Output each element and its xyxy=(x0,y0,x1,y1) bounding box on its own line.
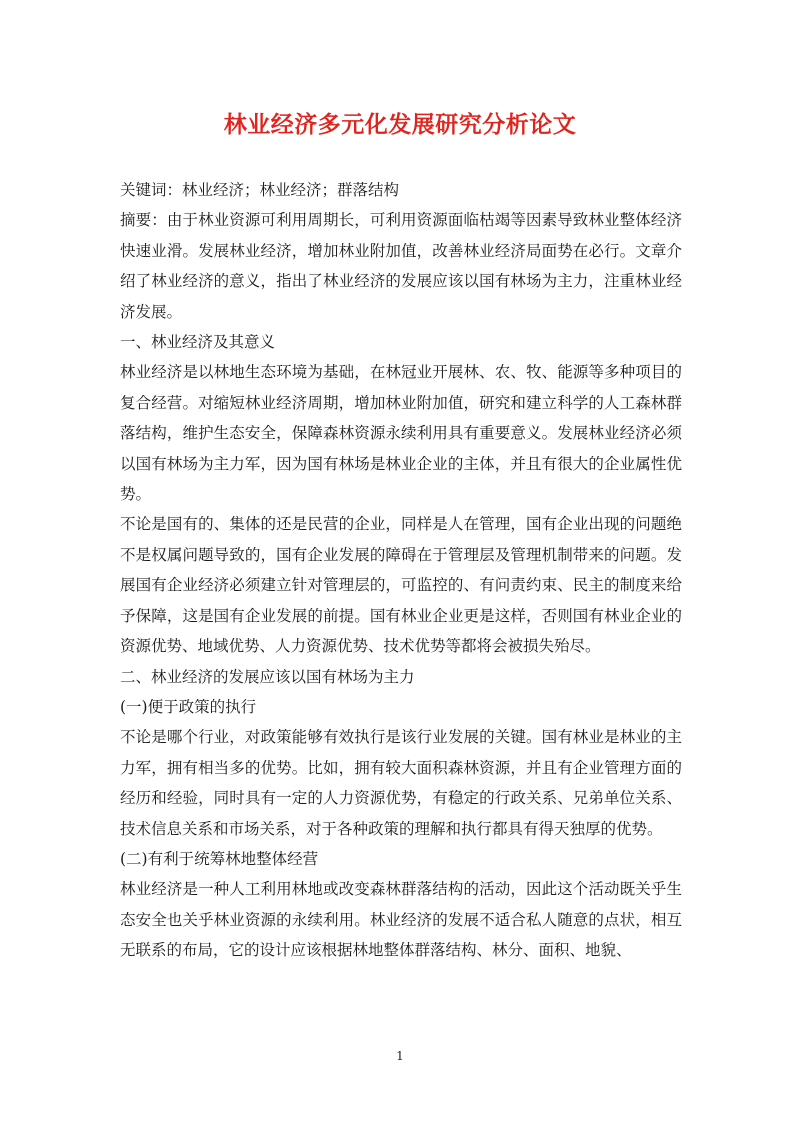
abstract-paragraph: 摘要：由于林业资源可利用周期长，可利用资源面临枯竭等因素导致林业整体经济快速业滑。发展林业经济，增加林业附加值，改善林业经济局面势在必行。文章介绍了林业经济的意义，指出了林业经济的发展应该以国有林场为主力，注重林业经济发展。 xyxy=(120,211,682,321)
section-heading-1: 一、林业经济及其意义 xyxy=(120,333,276,352)
document-title: 林业经济多元化发展研究分析论文 xyxy=(223,111,577,138)
keywords-line: 关键词：林业经济；林业经济；群落结构 xyxy=(120,181,400,199)
section-1-paragraph-2: 不论是国有的、集体的还是民营的企业，同样是人在管理，国有企业出现的问题绝不是权属问题导致的，国有企业发展的障碍在于管理层及管理机制带来的问题。发展国有企业经济必须建立针对管理层的，可监控的、有问责约束、民主的制度来给予保障，这是国有企业发展的前提。国有林业企业更是这样，否则国有林业企业的资源优势、地域优势、人力资源优势、技术优势等都将会被损失殆尽。 xyxy=(120,515,682,656)
subsection-1-paragraph: 不论是哪个行业，对政策能够有效执行是该行业发展的关键。国有林业是林业的主力军，拥有相当多的优势。比如，拥有较大面积森林资源，并且有企业管理方面的经历和经验，同时具有一定的人力资源优势，有稳定的行政关系、兄弟单位关系、技术信息关系和市场关系，对于各种政策的理解和执行都具有得天独厚的优势。 xyxy=(120,728,682,838)
subsection-heading-2: (二)有利于统筹林地整体经营 xyxy=(120,849,319,868)
document-body xyxy=(120,175,682,966)
page-number: 1 xyxy=(396,1049,404,1063)
section-heading-2: 二、林业经济的发展应该以国有林场为主力 xyxy=(120,667,415,686)
section-1-paragraph-1: 林业经济是以林地生态环境为基础，在林冠业开展林、农、牧、能源等多种项目的复合经营。对缩短林业经济周期，增加林业附加值，研究和建立科学的人工森林群落结构，维护生态安全，保障森林资源永续利用具有重要意义。发展林业经济必须以国有林场为主力军，因为国有林场是林业企业的主体，并且有很大的企业属性优势。 xyxy=(120,363,682,504)
subsection-2-paragraph: 林业经济是一种人工利用林地或改变森林群落结构的活动，因此这个活动既关乎生态安全也关乎林业资源的永续利用。林业经济的发展不适合私人随意的点状，相互无联系的布局，它的设计应该根据林地整体群落结构、林分、面积、地貌、 xyxy=(120,880,682,960)
subsection-heading-1: (一)便于政策的执行 xyxy=(120,697,257,716)
